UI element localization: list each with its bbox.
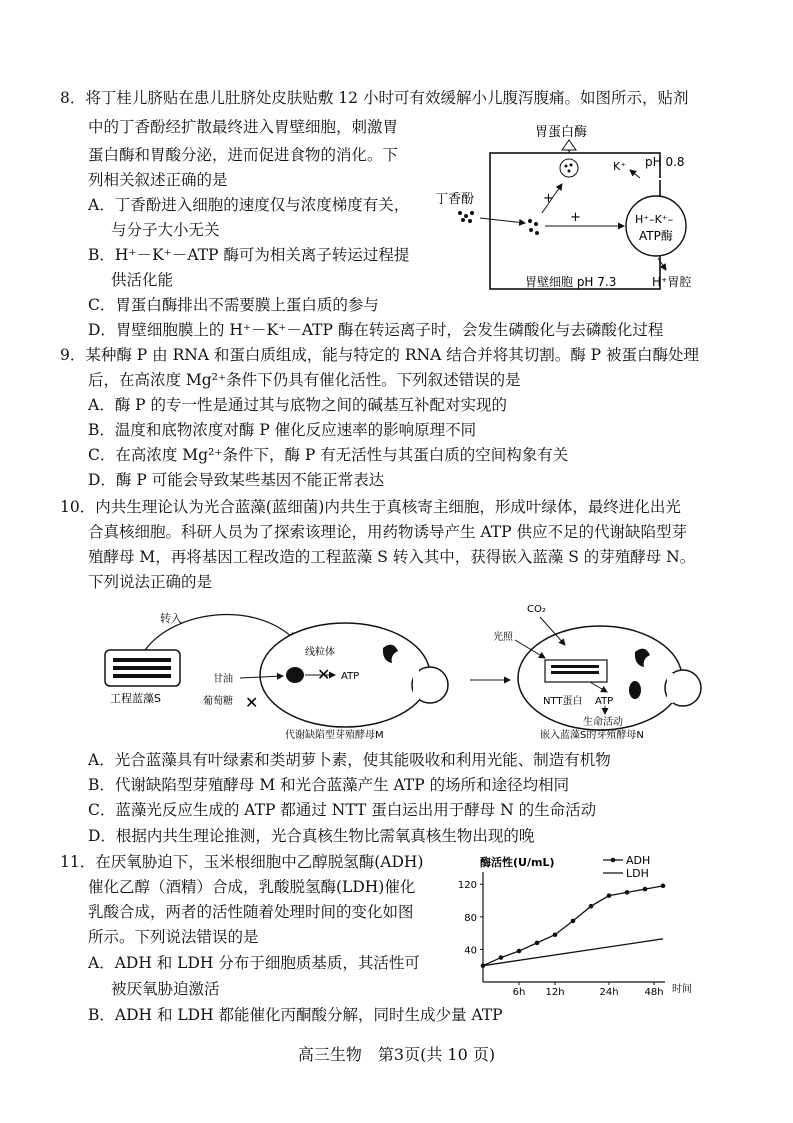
- q10-option-b: B．代谢缺陷型芽殖酵母 M 和光合蓝藻产生 ATP 的场所和途径均相同: [88, 776, 570, 794]
- q11-stem-line2: 催化乙醇（酒精）合成，乳酸脱氢酶(LDH)催化: [88, 878, 416, 896]
- data-point-adh: [553, 932, 558, 937]
- chart-ylabel: 酶活性(U/mL): [480, 856, 555, 869]
- label-eugenol: 丁香酚: [435, 192, 475, 207]
- gastric-cell-diagram: [430, 118, 720, 298]
- vesicle-icon: [560, 159, 578, 177]
- q9-option-b: B．温度和底物浓度对酶 P 催化反应速率的影响原理不同: [88, 421, 477, 439]
- data-point-adh: [571, 919, 576, 924]
- atpase-pump: [626, 196, 686, 256]
- q11-option-b: B．ADH 和 LDH 都能催化丙酮酸分解，同时生成少量 ATP: [88, 1006, 503, 1024]
- q8-option-b-cont: 供活化能: [111, 271, 174, 289]
- mitochondrion-icon-2: [629, 681, 641, 699]
- label-co2: CO₂: [527, 604, 546, 615]
- label-k: K⁺: [613, 160, 627, 173]
- q10-stem-line4: 下列说法正确的是: [88, 573, 213, 591]
- series-line-adh: [483, 886, 663, 966]
- y-tick-label: 40: [464, 945, 477, 957]
- legend-marker: [611, 858, 616, 863]
- data-point-adh: [607, 893, 612, 898]
- q8-stem-line2: 中的丁香酚经扩散最终进入胃壁细胞，刺激胃: [88, 118, 399, 136]
- q8-stem-line3: 蛋白酶和胃酸分泌，进而促进食物的消化。下: [88, 146, 399, 164]
- q11-option-a: A．ADH 和 LDH 分布于细胞质基质，其活性可: [88, 954, 420, 972]
- q9-stem-line1: 9．某种酶 P 由 RNA 和蛋白质组成，能与特定的 RNA 结合并将其切割。酶 P 被蛋白酶处理: [60, 346, 699, 364]
- label-ph-top: pH 0.8: [645, 155, 685, 169]
- blocked-icon: ✕: [317, 665, 331, 684]
- label-glycerol: 甘油: [213, 674, 233, 685]
- blocked-icon-2: ✕: [245, 693, 259, 712]
- label-plus-1: +: [543, 191, 554, 206]
- q8-option-d: D．胃壁细胞膜上的 H⁺－K⁺－ATP 酶在转运离子时，会发生磷酸化与去磷酸化过程: [88, 321, 664, 339]
- x-tick-label: 24h: [599, 987, 619, 998]
- q8-stem-line4: 列相关叙述正确的是: [88, 171, 228, 189]
- label-atpase-2: ATP酶: [639, 229, 673, 243]
- q11-option-a-cont: 被厌氧胁迫激活: [111, 980, 220, 998]
- q10-option-d: D．根据内共生理论推测，光合真核生物比需氧真核生物出现的晚: [88, 827, 535, 845]
- enzyme-activity-chart: [445, 852, 695, 1002]
- data-point-adh: [535, 941, 540, 946]
- q11-stem-line3: 乳酸合成，两者的活性随着处理时间的变化如图: [88, 903, 414, 921]
- label-ntt: NTT蛋白: [543, 696, 583, 707]
- q8-stem-line1: 8．将丁桂儿脐贴在患儿肚脐处皮肤贴敷 12 小时可有效缓解小儿腹泻腹痛。如图所示，贴剂: [60, 89, 689, 107]
- label-life: 生命活动: [583, 717, 623, 728]
- label-mito: 线粒体: [305, 647, 335, 658]
- label-atp-2: ATP: [595, 696, 614, 707]
- label-transfer: 转入: [160, 612, 182, 625]
- label-light: 光照: [493, 632, 513, 643]
- x-tick-label: 12h: [545, 987, 565, 998]
- eugenol-molecules-icon: [458, 211, 539, 235]
- q11-stem-line1: 11．在厌氧胁迫下，玉米根细胞中乙醇脱氢酶(ADH): [60, 853, 424, 871]
- endosymbiosis-diagram: [95, 600, 705, 745]
- q8-option-a-cont: 与分子大小无关: [111, 221, 220, 239]
- legend-label-ldh: LDH: [626, 867, 649, 880]
- y-tick-label: 80: [464, 912, 477, 924]
- label-glucose: 葡萄糖: [203, 696, 233, 707]
- x-tick-label: 48h: [644, 987, 664, 998]
- legend-label-adh: ADH: [626, 854, 651, 867]
- data-point-adh: [625, 890, 630, 895]
- q10-stem-line1: 10．内共生理论认为光合蓝藻(蓝细菌)内共生于真核寄主细胞，形成叶绿体，最终进化出光: [60, 498, 681, 516]
- label-eng-s: 工程蓝藻S: [110, 692, 161, 705]
- y-tick-label: 120: [457, 880, 477, 892]
- chart-xlabel: 时间: [672, 984, 692, 995]
- label-atpase-1: H⁺–K⁺–: [635, 213, 674, 226]
- secretion-arrow-icon: [562, 140, 576, 150]
- q10-option-a: A．光合蓝藻具有叶绿素和类胡萝卜素，使其能吸收和利用光能、制造有机物: [88, 751, 611, 769]
- label-yeast-m: 代谢缺陷型芽殖酵母M: [285, 730, 384, 741]
- label-atp-1: ATP: [341, 671, 360, 682]
- data-point-adh: [499, 955, 504, 960]
- q8-option-c: C．胃蛋白酶排出不需要膜上蛋白质的参与: [88, 296, 379, 314]
- data-point-adh: [661, 884, 666, 889]
- q9-option-c: C．在高浓度 Mg²⁺条件下，酶 P 有无活性与其蛋白质的空间构象有关: [88, 446, 569, 464]
- q10-stem-line2: 合真核细胞。科研人员为了探索该理论，用药物诱导产生 ATP 供应不足的代谢缺陷型芽: [88, 523, 687, 541]
- q10-stem-line3: 殖酵母 M，再将基因工程改造的工程蓝藻 S 转入其中，获得嵌入蓝藻 S 的芽殖酵母 N。: [88, 548, 696, 566]
- q9-option-a: A．酶 P 的专一性是通过其与底物之间的碱基互补配对实现的: [88, 396, 507, 414]
- q8-option-b: B．H⁺－K⁺－ATP 酶可为相关离子转运过程提: [88, 246, 410, 264]
- page-footer: 高三生物 第3页(共 10 页): [297, 1045, 496, 1064]
- series-line-ldh: [483, 939, 663, 966]
- data-point-adh: [643, 887, 648, 892]
- q9-option-d: D．酶 P 可能会导致某些基因不能正常表达: [88, 471, 385, 489]
- label-pepsin: 胃蛋白酶: [535, 125, 588, 140]
- x-tick-label: 6h: [512, 987, 526, 998]
- label-cell: 胃壁细胞 pH 7.3: [525, 275, 617, 289]
- label-plus-2: +: [570, 210, 581, 225]
- mitochondrion-icon: [286, 667, 304, 683]
- q8-option-a: A．丁香酚进入细胞的速度仅与浓度梯度有关，: [88, 196, 410, 214]
- q9-stem-line2: 后，在高浓度 Mg²⁺条件下仍具有催化活性。下列叙述错误的是: [88, 371, 521, 389]
- data-point-adh: [589, 904, 594, 909]
- label-h-lumen: H⁺胃腔: [652, 275, 692, 289]
- q11-stem-line4: 所示。下列说法错误的是: [88, 928, 259, 946]
- label-yeast-n: 嵌入蓝藻S的芽殖酵母N: [540, 730, 644, 741]
- chart-legend: [603, 854, 650, 880]
- q10-option-c: C．蓝藻光反应生成的 ATP 都通过 NTT 蛋白运出用于酵母 N 的生命活动: [88, 801, 597, 819]
- data-point-adh: [517, 949, 522, 954]
